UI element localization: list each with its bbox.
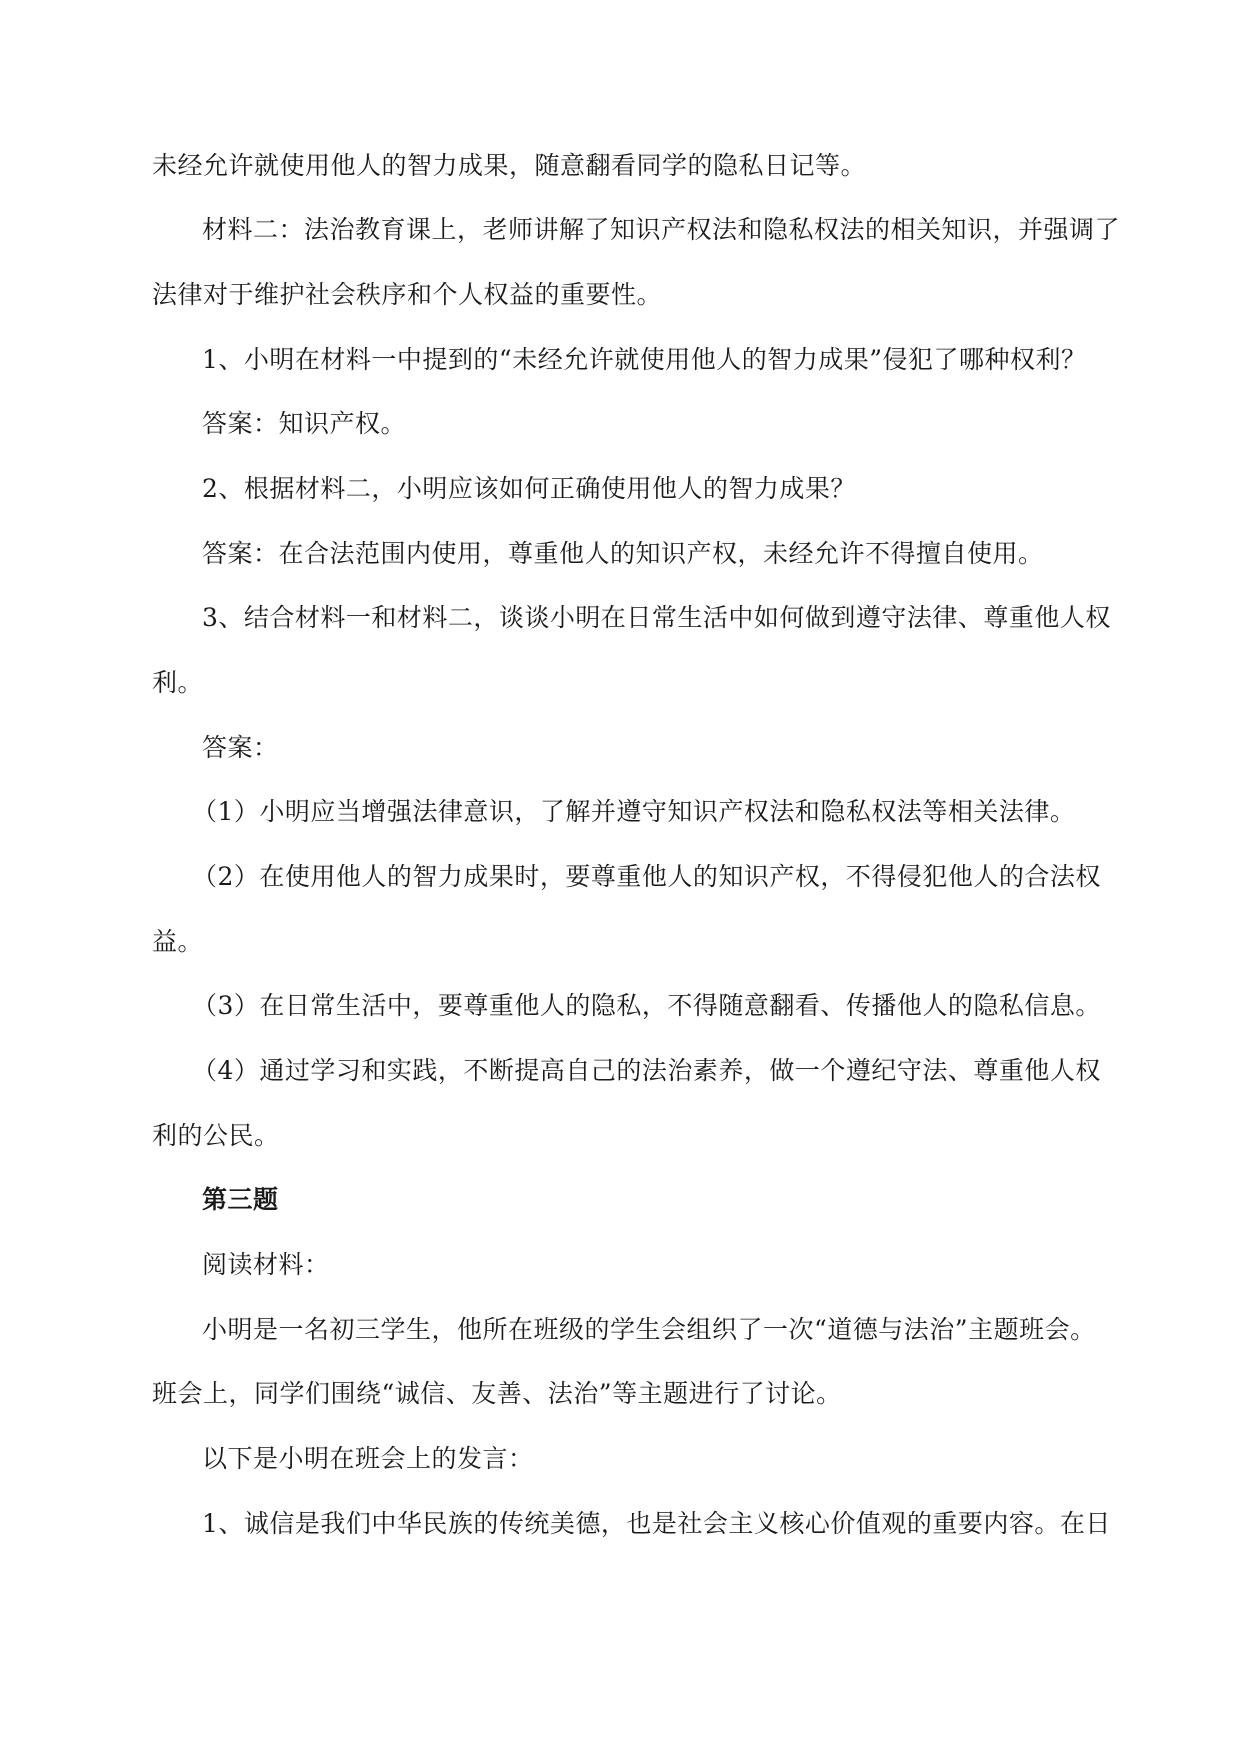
text-line: 法律对于维护社会秩序和个人权益的重要性。 xyxy=(152,280,663,309)
text-line: 益。 xyxy=(152,927,204,956)
question-2: 2、根据材料二，小明应该如何正确使用他人的智力成果？ xyxy=(202,474,856,503)
question-1: 1、小明在材料一中提到的“未经允许就使用他人的智力成果”侵犯了哪种权利？ xyxy=(202,345,1087,374)
text-line: 以下是小明在班会上的发言： xyxy=(202,1444,534,1473)
text-line: 利的公民。 xyxy=(152,1121,280,1150)
answer-item-2: （2）在使用他人的智力成果时，要尊重他人的知识产权，不得侵犯他人的合法权 xyxy=(192,862,1101,891)
answer-item-4: （4）通过学习和实践，不断提高自己的法治素养，做一个遵纪守法、尊重他人权 xyxy=(192,1056,1101,1085)
answer-2: 答案：在合法范围内使用，尊重他人的知识产权，未经允许不得擅自使用。 xyxy=(202,539,1044,568)
answer-item-3: （3）在日常生活中，要尊重他人的隐私，不得随意翻看、传播他人的隐私信息。 xyxy=(192,991,1101,1020)
answer-item-1: （1）小明应当增强法律意识，了解并遵守知识产权法和隐私权法等相关法律。 xyxy=(192,797,1076,826)
text-line: 班会上，同学们围绕“诚信、友善、法治”等主题进行了讨论。 xyxy=(152,1379,842,1408)
section-heading: 第三题 xyxy=(202,1185,279,1214)
text-line: 小明是一名初三学生，他所在班级的学生会组织了一次“道德与法治”主题班会。 xyxy=(202,1315,1096,1344)
text-line: 利。 xyxy=(152,668,204,697)
question-3: 3、结合材料一和材料二，谈谈小明在日常生活中如何做到遵守法律、尊重他人权 xyxy=(202,603,1111,632)
answer-1: 答案：知识产权。 xyxy=(202,409,407,438)
text-line: 材料二：法治教育课上，老师讲解了知识产权法和隐私权法的相关知识，并强调了 xyxy=(202,215,1121,244)
text-line: 阅读材料： xyxy=(202,1250,330,1279)
answer-3-label: 答案： xyxy=(202,733,279,762)
text-line: 未经允许就使用他人的智力成果，随意翻看同学的隐私日记等。 xyxy=(152,151,867,180)
text-line: 1、诚信是我们中华民族的传统美德，也是社会主义核心价值观的重要内容。在日 xyxy=(202,1509,1111,1538)
